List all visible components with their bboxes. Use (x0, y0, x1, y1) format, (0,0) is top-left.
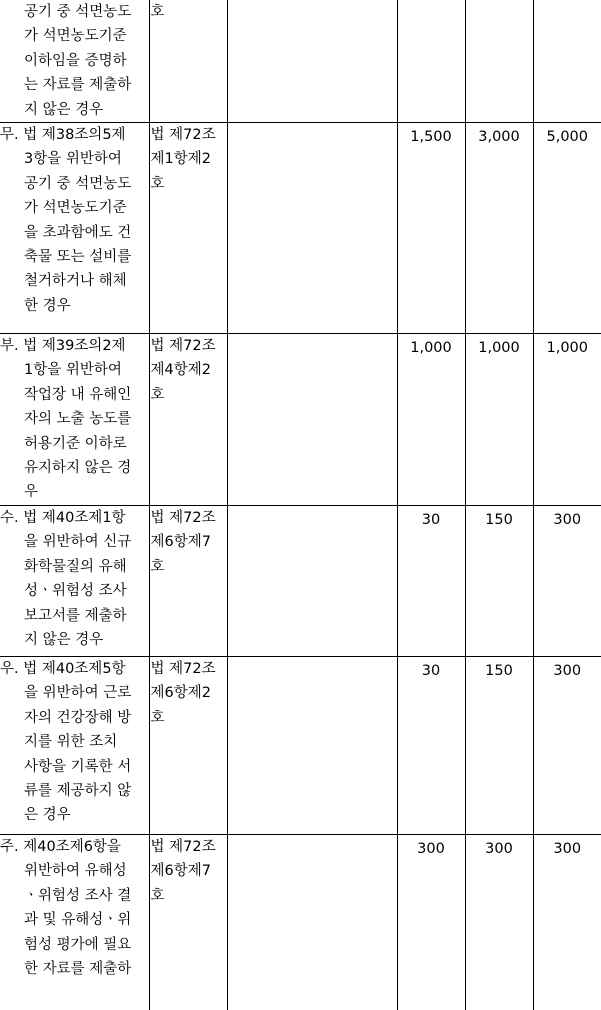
description-line: 한 경우 (24, 297, 71, 314)
fine-amount-3-cell (533, 506, 601, 657)
description-line: 사항을 기록한 서 (24, 758, 132, 775)
fine-amount-2-cell (465, 0, 533, 123)
legal-basis-line: 법 제72조 (150, 338, 216, 355)
legal-basis-line: 호 (150, 386, 165, 403)
violation-description-cell (0, 657, 149, 835)
table-row (0, 0, 601, 123)
legal-basis-line: 법 제72조 (150, 839, 216, 856)
legal-basis-line: 호 (150, 175, 165, 192)
blank-cell (227, 506, 397, 657)
fine-amount-value: 30 (421, 663, 441, 680)
fine-amount-1-cell (397, 0, 465, 123)
legal-basis-line: 법 제72조 (150, 127, 216, 144)
description-line: 철거하거나 해체 (24, 273, 127, 290)
violation-description-cell (0, 506, 149, 657)
legal-basis-cell (149, 657, 227, 835)
legal-basis-line: 호 (150, 887, 165, 904)
fine-amount-value: 150 (485, 512, 513, 529)
fine-amount-2-cell (465, 506, 533, 657)
description-line: 유지하지 않은 경 (24, 460, 132, 477)
fine-amount-2-cell (465, 334, 533, 506)
fine-amount-3-cell (533, 123, 601, 334)
table-row (0, 657, 601, 835)
blank-cell (227, 0, 397, 123)
fine-amount-3-cell (533, 835, 601, 1010)
blank-cell (227, 334, 397, 506)
legal-basis-cell (149, 506, 227, 657)
fine-amount-value: 150 (485, 663, 513, 680)
table-row (0, 123, 601, 334)
fine-amount-value: 1,500 (410, 129, 452, 146)
description-line: 공기 중 석면농도 (24, 175, 132, 192)
fine-amount-value: 300 (485, 841, 513, 858)
fine-amount-3-cell (533, 657, 601, 835)
fine-amount-1-cell (397, 835, 465, 1010)
violation-description-cell (0, 123, 149, 334)
fine-amount-3-cell (533, 0, 601, 123)
description-line: 무. 법 제38조의5제 (0, 127, 126, 144)
fine-amount-value: 30 (421, 512, 441, 529)
violation-description-cell (0, 334, 149, 506)
description-line: 가 석면농도기준 (24, 28, 127, 45)
description-line: ㆍ위험성 조사 결 (24, 887, 132, 904)
fine-amount-value: 5,000 (546, 129, 588, 146)
fine-amount-1-cell (397, 334, 465, 506)
description-line: 을 초과함에도 건 (24, 224, 132, 241)
description-line: 우. 법 제40조제5항 (0, 661, 126, 678)
description-line: 자의 노출 농도를 (24, 411, 132, 428)
legal-basis-line: 호 (150, 709, 165, 726)
description-line: 부. 법 제39조의2제 (0, 338, 126, 355)
description-line: 지 않은 경우 (24, 632, 104, 649)
fine-amount-value: 300 (553, 663, 582, 680)
description-line: 보고서를 제출하 (24, 607, 127, 624)
description-line: 허용기준 이하로 (24, 435, 127, 452)
fine-amount-2-cell (465, 657, 533, 835)
fine-amount-value: 300 (553, 512, 582, 529)
blank-cell (227, 657, 397, 835)
fine-amount-value: 1,000 (478, 340, 520, 357)
table-row (0, 835, 601, 1010)
legal-basis-cell (149, 0, 227, 123)
blank-cell (227, 835, 397, 1010)
description-line: 성ㆍ위험성 조사 (24, 583, 127, 600)
fine-amount-value: 3,000 (478, 129, 520, 146)
legal-basis-cell (149, 835, 227, 1010)
description-line: 주. 제40조제6항을 (0, 839, 121, 856)
description-line: 1항을 위반하여 (24, 362, 122, 379)
description-line: 는 자료를 제출하 (24, 77, 132, 94)
description-line: 험성 평가에 필요 (24, 936, 132, 953)
legal-basis-line: 제6항제7 (150, 863, 211, 880)
legal-basis-cell (149, 334, 227, 506)
fine-amount-2-cell (465, 123, 533, 334)
fine-amount-3-cell (533, 334, 601, 506)
description-line: 공기 중 석면농도 (24, 4, 132, 20)
legal-basis-line: 호 (150, 558, 165, 575)
fine-amount-value: 300 (553, 841, 582, 858)
description-line: 가 석면농도기준 (24, 200, 127, 217)
violation-description-cell (0, 835, 149, 1010)
legal-basis-line: 제4항제2 (150, 362, 211, 379)
table-row (0, 334, 601, 506)
table-row (0, 506, 601, 657)
description-line: 은 경우 (24, 807, 71, 824)
description-line: 우 (24, 484, 39, 501)
fine-amount-1-cell (397, 657, 465, 835)
description-line: 류를 제공하지 않 (24, 783, 132, 800)
description-line: 지를 위한 조치 (24, 734, 118, 751)
fine-amount-value: 1,000 (546, 340, 588, 357)
fine-amount-2-cell (465, 835, 533, 1010)
legal-basis-line: 제6항제7 (150, 534, 211, 551)
fine-amount-value: 300 (417, 841, 445, 858)
description-line: 3항을 위반하여 (24, 151, 122, 168)
description-line: 을 위반하여 근로 (24, 685, 132, 702)
description-line: 이하임을 증명하 (24, 52, 127, 69)
description-line: 위반하여 유해성 (24, 863, 127, 880)
fine-amount-1-cell (397, 506, 465, 657)
legal-basis-cell (149, 123, 227, 334)
description-line: 작업장 내 유해인 (24, 386, 132, 403)
legal-basis-line: 제1항제2 (150, 151, 211, 168)
legal-basis-line: 법 제72조 (150, 510, 216, 527)
description-line: 한 자료를 제출하 (24, 961, 132, 978)
legal-basis-line: 법 제72조 (150, 661, 216, 678)
fine-amount-1-cell (397, 123, 465, 334)
legal-basis-line: 제6항제2 (150, 685, 211, 702)
legal-basis-line: 호 (150, 4, 165, 20)
description-line: 화학물질의 유해 (24, 558, 127, 575)
violation-description-cell (0, 0, 149, 123)
description-line: 지 않은 경우 (24, 101, 104, 118)
description-line: 과 및 유해성ㆍ위 (24, 912, 132, 929)
description-line: 을 위반하여 신규 (24, 534, 132, 551)
blank-cell (227, 123, 397, 334)
description-line: 수. 법 제40조제1항 (0, 510, 126, 527)
description-line: 축물 또는 설비를 (24, 249, 132, 266)
description-line: 자의 건강장해 방 (24, 709, 132, 726)
fine-amount-value: 1,000 (410, 340, 452, 357)
